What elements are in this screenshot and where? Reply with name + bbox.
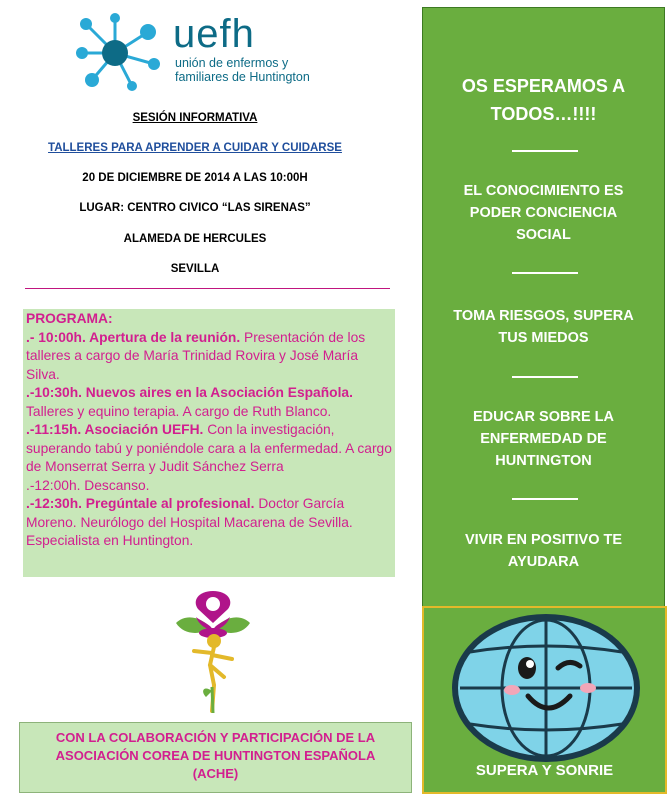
program-item-text: Doctor García Moreno. Neurólogo del Hospital Macarena de Sevilla. Especialista en Huntington. <box>26 496 353 548</box>
program-item <box>26 384 392 421</box>
program-item-text: .-12:00h. Descanso. <box>26 477 150 493</box>
panel-message-4 <box>423 529 664 573</box>
program-item-heading: .-10:30h. Nuevos aires en la Asociación Española. <box>26 385 353 400</box>
panel-heading <box>423 72 664 128</box>
panel-message-line: SOCIAL <box>516 227 571 243</box>
logo-subtitle-line: unión de enfermos y <box>175 56 289 70</box>
collaboration-line: ASOCIACIÓN COREA DE HUNTINGTON ESPAÑOLA <box>55 748 376 763</box>
workshops-title: TALLERES PARA APRENDER A CUIDAR Y CUIDARSE <box>48 142 342 154</box>
logo-subtitle <box>175 56 310 84</box>
program-item <box>26 329 392 385</box>
panel-message-3 <box>423 406 664 472</box>
session-title: SESIÓN INFORMATIVA <box>132 112 258 124</box>
program-box <box>23 309 395 577</box>
panel-message-line: TOMA RIESGOS, SUPERA <box>453 308 634 324</box>
panel-message-2 <box>423 305 664 349</box>
panel-message-line: PODER CONCIENCIA <box>469 205 618 221</box>
panel-message-1 <box>423 180 664 246</box>
program-item <box>26 421 392 477</box>
collaboration-line: (ACHE) <box>192 766 239 781</box>
panel-heading-line: OS ESPERAMOS A <box>461 76 626 96</box>
program-item <box>26 495 392 551</box>
program-item-text: Talleres y equino terapia. A cargo de Ruth Blanco. <box>26 403 332 419</box>
divider-line <box>25 288 390 289</box>
panel-message-line: EL CONOCIMIENTO ES <box>463 183 624 199</box>
globe-caption: SUPERA Y SONRIE <box>475 762 614 779</box>
program-item-heading: .-12:30h. Pregúntale al profesional. <box>26 496 255 511</box>
panel-divider <box>512 498 578 500</box>
panel-message-line: EDUCAR SOBRE LA <box>473 409 614 425</box>
panel-message-line: VIVIR EN POSITIVO TE <box>464 532 623 548</box>
panel-message-line: TUS MIEDOS <box>498 330 589 346</box>
panel-heading-line: TODOS…!!!! <box>490 104 597 124</box>
panel-divider <box>512 150 578 152</box>
panel-divider <box>512 376 578 378</box>
event-date: 20 DE DICIEMBRE DE 2014 A LAS 10:00H <box>82 172 308 184</box>
program-title: PROGRAMA: <box>26 311 113 326</box>
smiling-winking-globe-icon <box>448 610 644 766</box>
event-place: LUGAR: CENTRO CIVICO “LAS SIRENAS” <box>79 202 311 214</box>
event-street: ALAMEDA DE HERCULES <box>123 233 267 245</box>
panel-divider <box>512 272 578 274</box>
panel-message-line: ENFERMEDAD DE <box>480 431 607 447</box>
motivation-panel <box>422 7 665 607</box>
panel-message-line: AYUDARA <box>507 554 580 570</box>
program-item-text: Presentación de los talleres a cargo de María Trinidad Rovira y José María Silva. <box>26 329 366 382</box>
event-city: SEVILLA <box>170 263 220 275</box>
program-item-heading: .- 10:00h. Apertura de la reunión. <box>26 329 241 345</box>
logo-wordmark: uefh <box>173 12 255 56</box>
program-item-heading: .-11:15h. Asociación UEFH. <box>26 422 204 437</box>
program-item-text: Con la investigación, superando tabú y poniéndole cara a la enfermedad. A cargo de Monserrat Serra y Judit Sánchez Serra <box>26 422 392 474</box>
collaboration-line: CON LA COLABORACIÓN Y PARTICIPACIÓN DE LA <box>55 730 376 745</box>
logo-subtitle-line: familiares de Huntington <box>175 70 310 84</box>
collaboration-box <box>19 722 412 793</box>
flower-figure-icon <box>168 587 258 715</box>
molecule-network-icon <box>70 8 170 93</box>
program-item <box>26 477 392 496</box>
globe-box <box>422 606 667 794</box>
uefh-logo <box>70 8 370 93</box>
panel-message-line: HUNTINGTON <box>495 453 592 469</box>
